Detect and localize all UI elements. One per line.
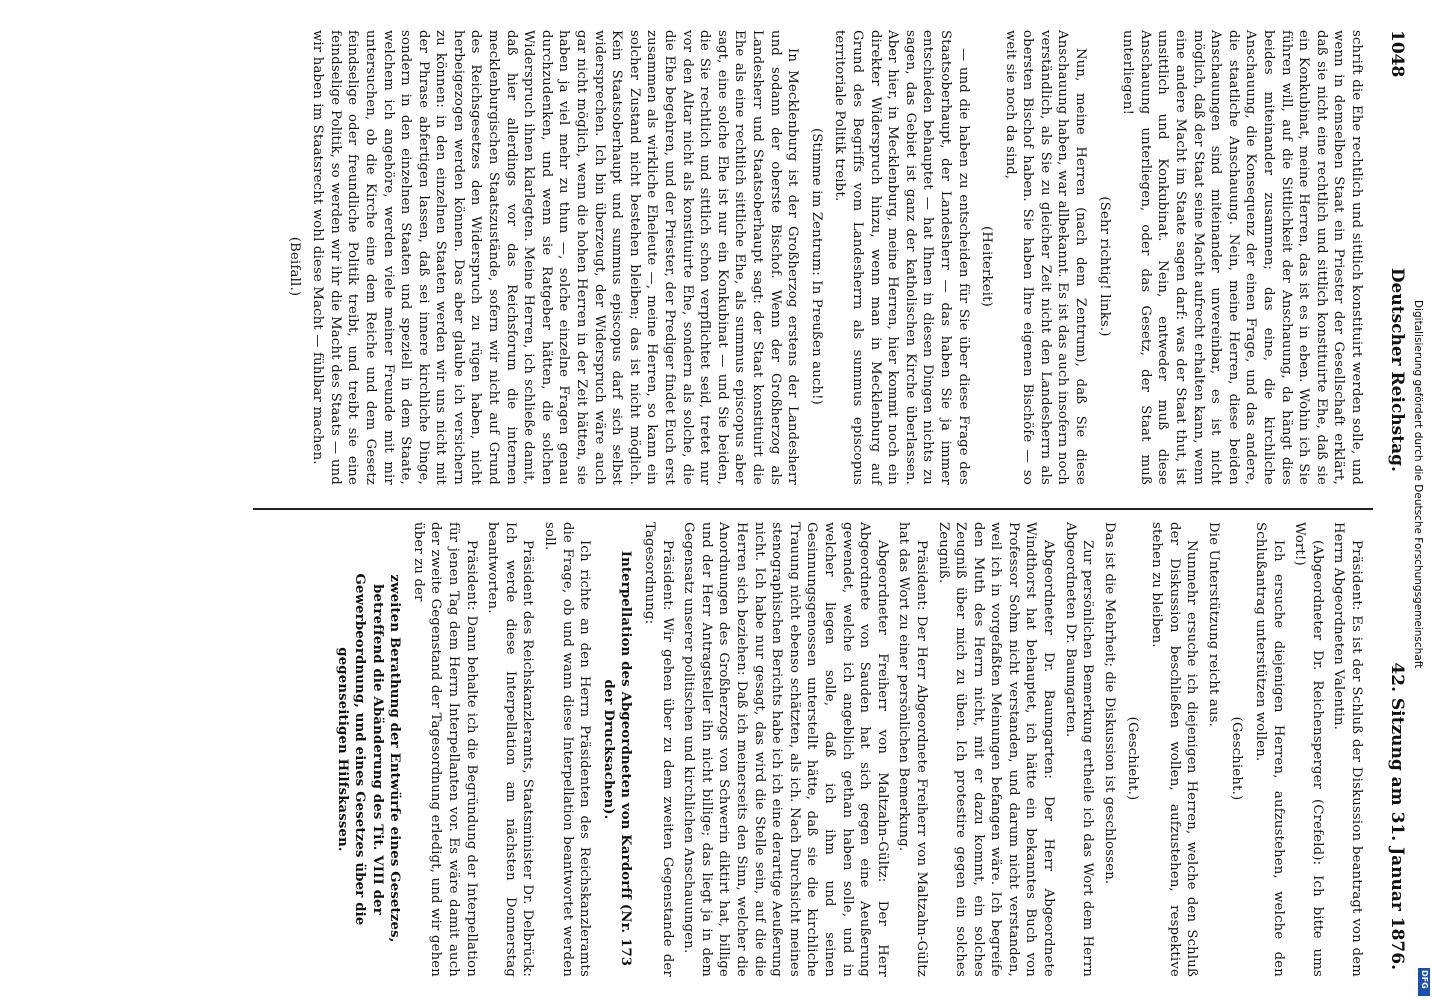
right-column-paragraph: Zur persönlichen Bemerkung ertheile ich das Wort dem Herrn Abgeordneten Dr. Baumgarten.	[1062, 522, 1096, 977]
right-column-paragraph: Abgeordneter Freiherr von Maltzahn-Gültz: Der Herr Abgeordnete von Sauden hat sich gegen eine Aeußerung gewendet, welche ich angeblich gethan haben solle, und in welcher liegen solle, daß ich ihm und seinen Gesinnungsgenossen unterstellt hätte, daß sie die kirchliche Trauung nicht ebenso schätzten, als ich. Nach Durchsicht meines stenographischen Berichts habe ich ich eine derartige Aeußerung nicht. Ich habe nur gesagt, das wird die Stelle sein, auf die die Herren sich beziehen: Daß ich meinerseits den Sinn, welcher die Anordnungen des Großherzogs von Schwerin diktirt hat, billige und der Herr Antragsteller ihn nicht billige; das liegt ja in dem Gegensatz unserer politischen und kirchlichen Anschauungen.	[681, 522, 890, 977]
right-column-paragraph: zweiten Berathung der Entwürfe eines Gesetzes, betreffend die Abänderung des Tit. VIII der Gewerbeordnung, und eines Gesetzes über die gegenseitigen Hilfskassen.	[334, 573, 403, 943]
right-column-paragraph: Ich richte an den Herrn Präsidenten des Reichskanzleramts die Frage, ob und wann diese Interpellation beantwortet werden soll.	[542, 522, 593, 977]
left-column-paragraph: (Beifall.)	[286, 236, 302, 297]
dfg-logo-text: DFG	[1420, 970, 1429, 989]
left-column-paragraph: (Sehr richtig! links.)	[1096, 196, 1112, 337]
digitization-text: Digitalisierung gefördert durch die Deutsche Forschungsgemeinschaft	[1412, 300, 1424, 669]
right-column-paragraph: (Abgeordneter Dr. Reichensperger (Crefeld): Ich bitte ums Wort!)	[1292, 522, 1325, 977]
right-column-paragraph: Präsident: Der Herr Abgeordnete Freiherr von Maltzahn-Gültz hat das Wort zu einer persönlichen Bemerkung.	[896, 522, 929, 977]
right-column-paragraph: Präsident des Reichskanzleramts, Staatsminister Dr. Delbrück: Ich werde diese Interpellation am nächsten Donnerstag beantworten.	[485, 522, 536, 977]
right-column-paragraph: Ich ersuche diejenigen Herren, aufzustehen, welche den Schlußantrag unterstützen wollen.	[1253, 522, 1286, 977]
left-column-paragraph: — und die haben zu entscheiden für Sie über diese Frage des Staatsoberhaupt, der Landesherr — das haben Sie ja immer entschieden behauptet — hat Ihnen in diesen Dingen nichts zu sagen, das Gebiet ist ganz der katholischen Kirche überlassen. Aber hier, in Mecklenburg, meine Herren, hier kommt noch ein direkter Widerspruch hinzu, wenn man in Mecklenburg auf Grund des Begriffs vom Landesherrn als summus episcopus territoriale Politik treibt.	[832, 30, 971, 485]
session-title: 42. Sitzung am 31. Januar 1876.	[1387, 662, 1407, 970]
left-column-paragraph: (Heiterkeit)	[979, 226, 995, 307]
right-column-paragraph: Das ist die Mehrheit; die Diskussion ist geschlossen.	[1101, 522, 1117, 885]
left-column-paragraph: schrift die Ehe rechtlich und sittlich konstituirt werden solle, und wenn in demselben Staat ein Priester der Gesellschaft erklärt, daß sie nicht eine rechtlich und sittlich konstituirte Ehe, daß sie ein Konkubinat, meine Herren, das ist es in eben. Wohin ich Sie führen will, auf die Sittlichkeit der Anschauung, da hängt dies beides miteinander zusammen; das eine, die kirchliche Anschauung, die Konsequenz der einen Frage, und das andere, die staatliche Anschauung. Nein, meine Herren, diese beiden Anschauungen sind miteinander unvereinbar, es ist nicht möglich, daß der Staat seine Macht aufrecht erhalten kann, wenn eine andere Macht im Staate sagen darf: was der Staat thut, ist unsittlich und Konkubinat. Nein, entweder muß diese Anschauung unterliegen, oder das Gesetz, der Staat muß unterliegen!	[1120, 30, 1364, 485]
right-column-paragraph: Präsident: Es ist der Schluß der Diskussion beantragt von dem Herrn Abgeordneten Valentin.	[1331, 522, 1364, 977]
right-column-paragraph: Präsident: Wir gehen über zu dem zweiten Gegenstande der Tagesordnung:	[642, 522, 675, 977]
right-column-paragraph: Die Unterstützung reicht aus.	[1205, 522, 1221, 728]
right-column-paragraph: (Geschieht.)	[1125, 716, 1141, 801]
right-column-paragraph: (Geschieht.)	[1229, 716, 1245, 801]
right-column-paragraph: Nunmehr ersuche ich diejenigen Herren, welche den Schluß der Diskussion beschließen wollen, aufzustehen, respektive stehen zu bleiben.	[1149, 522, 1200, 977]
dfg-logo	[1418, 968, 1430, 996]
left-column-paragraph: In Mecklenburg ist der Großherzog erstens der Landesherr und sodann der oberste Bischof. Wenn der Großherzog als Landesherr und Staatsoberhaupt sagt: der Staat konstituirt die Ehe als eine rechtlich sittliche Ehe, als summus episcopus aber sagt, eine solche Ehe ist nur ein Konkubinat — und Sie beiden, die Sie rechtlich und sittlich schon verpflichtet seid, tretet nur vor den Altar nicht als konstituirte Ehe, sondern als solche, die die Ehe begehren, und der Priester, der Prediger findet Euch erst zusammen als wirkliche Eheleute —, meine Herren, so kann ein solcher Zustand nicht bestehen bleiben; das ist nicht möglich. Kein Staatsoberhaupt und summus episcopus darf sich selbst widersprechen. Ich bin überzeugt, der Widerspruch wäre auch gar nicht möglich, wenn die hohen Herren in der Zeit hätten, sie haben ja viel mehr zu thun —, solche einzelne Fragen genau durchzudenken, und wenn sie Ratgeber hätten, die solchen Widerspruch ihnen klarlegten. Meine Herren, ich schließe damit, daß hier allerdings vor das Reichsforum die internen mecklenburgischen Staatszustände, sofern wir nicht auf Grund des Reichsgesetzes den Widerspruch zu rügen haben, nicht herbeigezogen werden können. Das aber glaube ich versichern zu können: in den einzelnen Staaten werden wir uns nicht mit der Phrase abfertigen lassen, daß sei innere kirchliche Dinge, sondern in den einzelnen Staaten und speziell in dem Staate, welchem ich angehöre, werden viele meiner Freunde mit mir untersuchen, ob die Kirche eine dem Reiche und dem Gesetz feindselige oder freundliche Politik treibt, und treibt sie eine feindselige Politik, so werden wir ihr die Macht des Staats — und wir haben im Staatsrecht wohl diese Macht — fühlbar machen.	[310, 30, 801, 485]
right-column-paragraph: Abgeordneter Dr. Baumgarten: Der Herr Abgeordnete Windthorst hat behauptet, ich hätte ein bekanntes Buch von Professor Sohm nicht verstanden, und darum nicht verstanden, weil ich in vorgefaßten Meinungen befangen wäre. Ich begreife den Muth des Herrn nicht, mit er dazu kommt, ein solches Zeugniß über mich zu üben. Ich protestire gegen ein solches Zeugniß.	[935, 522, 1057, 977]
right-column	[327, 522, 1365, 977]
left-column-paragraph: Nun, meine Herren (nach dem Zentrum), daß Sie diese Anschauung haben, war allbekannt. Es ist das auch insofern noch verständlich, als Sie zu gleicher Zeit nicht den Landesherrn als obersten Bischof haben. Sie haben Ihre eigenen Bischöfe — so weit sie noch da sind,	[1002, 30, 1089, 485]
column-divider	[253, 508, 1373, 510]
page-number: 1048	[1387, 30, 1407, 78]
page-header	[1381, 30, 1407, 970]
left-column-paragraph: (Stimme im Zentrum: In Preußen auch!)	[808, 127, 824, 406]
digitization-note	[1408, 300, 1430, 990]
document-page	[55, 0, 1425, 1000]
journal-title: Deutscher Reichstag.	[1387, 267, 1407, 472]
right-column-paragraph: Präsident: Dann behalte ich die Begründung der Interpellation für jenen Tag dem Herrn Interpellanten vor. Es wäre damit auch der zweite Gegenstand der Tagesordnung erledigt, und wir gehen über zu der	[410, 522, 479, 977]
right-column-paragraph: Interpellation des Abgeordneten von Kardorff (Nr. 173 der Drucksachen).	[600, 550, 634, 967]
left-column	[279, 30, 1365, 485]
